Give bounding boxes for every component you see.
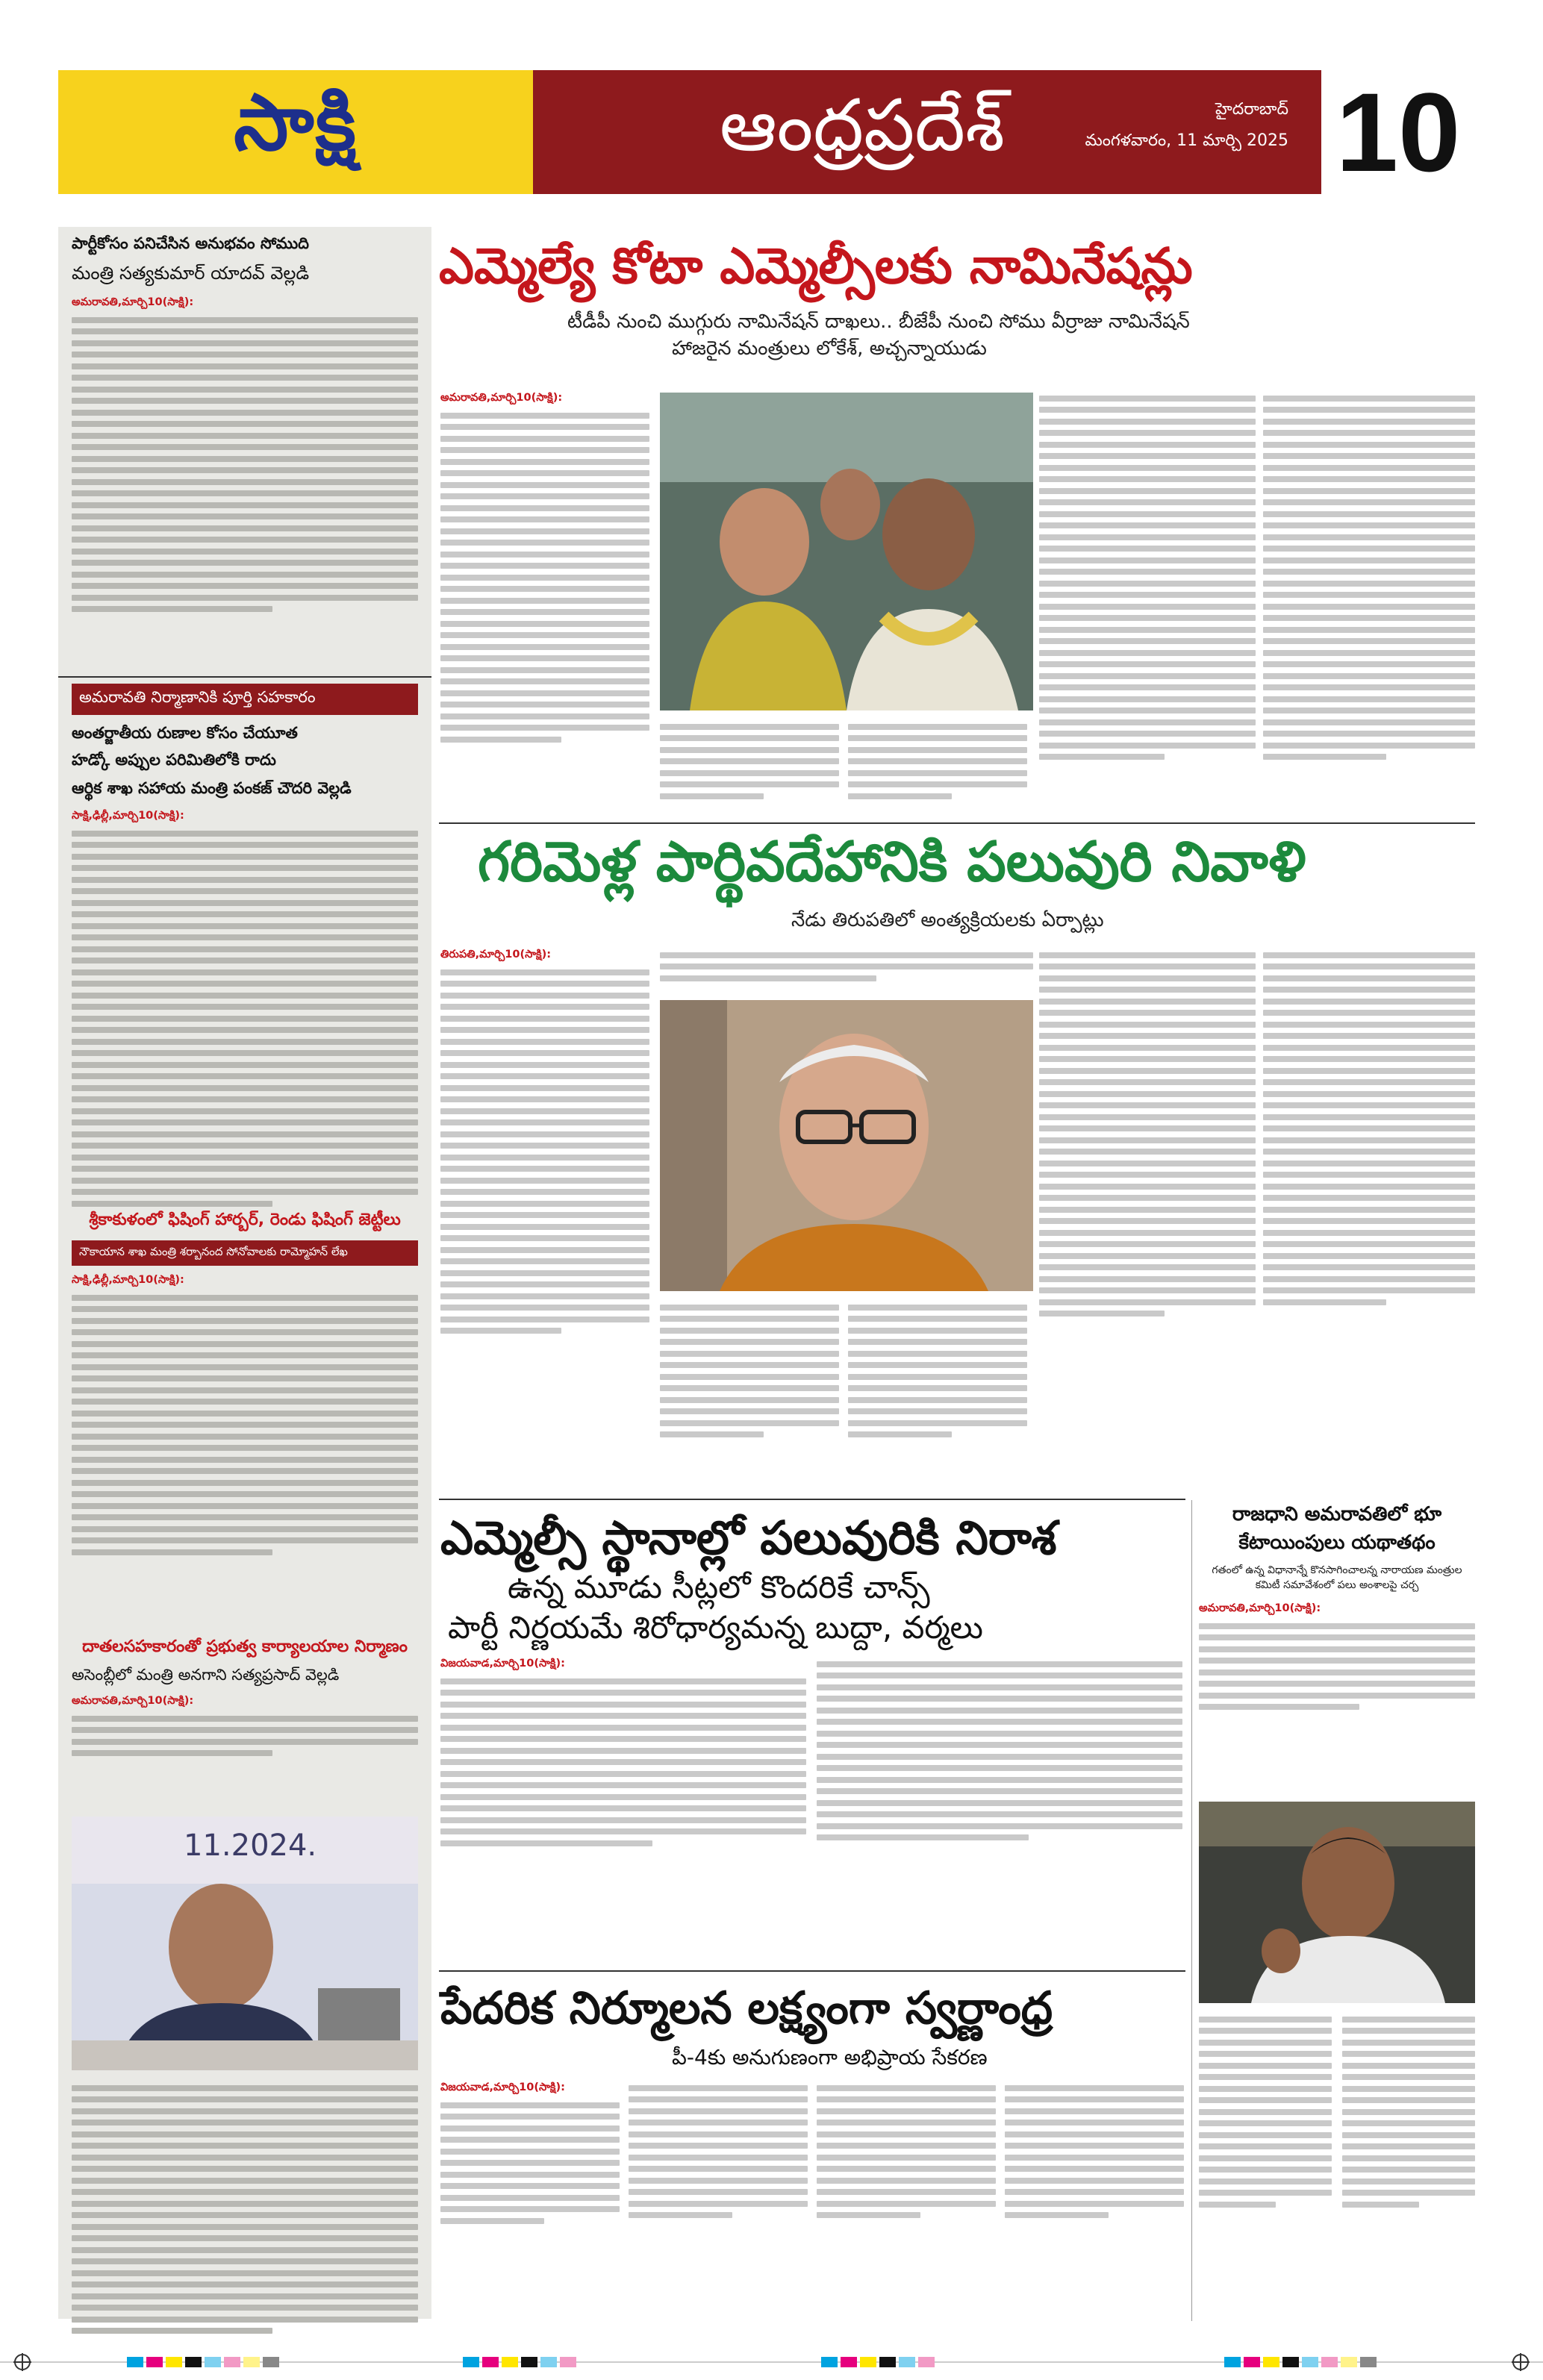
left-story-3-dateline: సాక్షి,ఢిల్లీ,మార్చి10(సాక్షి):: [72, 1274, 184, 1286]
story4-sub: గతంలో ఉన్న విధానాన్నే కొనసాగించాలన్న నారాయణ మంత్రుల కమిటీ సమావేశంలో పలు అంశాలపై చర్చ: [1212, 1564, 1462, 1591]
left-story-3: [58, 1211, 431, 1561]
story1-col5: [1263, 390, 1475, 766]
story1-col3-lower: [848, 718, 1027, 805]
divider: [439, 1970, 1185, 1972]
story2-deck: నేడు తిరుపతిలో అంత్యక్రియలకు ఏర్పాట్లు: [791, 909, 1104, 931]
left-story-2-deck2: హడ్కో అప్పుల పరిమితిలోకి రాదు: [72, 751, 276, 769]
left-story-4-dateline: అమరావతి,మార్చి10(సాక్షి):: [72, 1695, 194, 1707]
page-number: 10: [1317, 70, 1475, 194]
logo-text: సాక్షి: [234, 77, 358, 168]
left-story-3-headline: శ్రీకాకుళంలో ఫిషింగ్ హార్బర్, రెండు ఫిషింగ్ జెట్టీలు: [89, 1211, 401, 1229]
story1-col2-lower: [660, 718, 839, 805]
story2-headline: గరిమెళ్ల పార్థివదేహానికి పలువురి నివాళి: [478, 830, 1306, 894]
minister-narayana-photo-graphic: [1199, 1802, 1475, 2003]
left-story-4: [58, 1637, 431, 1762]
dateline-block: [1085, 100, 1288, 154]
story2-col2-lower: [660, 1299, 839, 1443]
left-story-4-body: [72, 1693, 418, 1756]
story1-headline: ఎమ్మెల్యే కోటా ఎమ్మెల్సీలకు నామినేషన్లు: [439, 237, 1193, 295]
left-story-1-dateline: అమరావతి,మార్చి10(సాక్షి):: [72, 296, 194, 308]
story3-headline: ఎమ్మెల్సీ స్థానాల్లో పలువురికి నిరాశ: [440, 1511, 1057, 1565]
story1-col1: [440, 390, 649, 748]
edition-city: హైదరాబాద్: [1215, 100, 1288, 119]
left-story-1: [58, 234, 431, 618]
divider: [1191, 1500, 1192, 2321]
masthead: [58, 70, 1475, 194]
divider: [439, 1499, 1185, 1500]
left-story-2-body: [72, 808, 418, 1207]
story2-col5: [1263, 946, 1475, 1311]
left-story-4-body-2: [72, 2085, 418, 2334]
section-band: [533, 70, 1475, 194]
story5-col3: [817, 2079, 996, 2224]
minister-narayana-photo: [1199, 1802, 1475, 2003]
story1-dateline: అమరావతి,మార్చి10(సాక్షి):: [440, 392, 563, 404]
left-story-2-sub: ఆర్థిక శాఖ సహాయ మంత్రి పంకజ్ చౌదరి వెల్లడి: [72, 779, 352, 797]
left-column: [58, 227, 431, 2319]
left-story-1-sub: మంత్రి సత్యకుమార్ యాదవ్ వెల్లడి: [72, 263, 310, 284]
story2-col3-lower: [848, 1299, 1027, 1443]
minister-photo-graphic: [72, 1817, 418, 2070]
left-story-4-cont: [58, 2079, 431, 2340]
story5-col1: [440, 2079, 620, 2229]
divider: [58, 676, 431, 678]
left-story-4-sub: అసెంబ్లీలో మంత్రి అనగాని సత్యప్రసాద్ వెల్లడి: [72, 1666, 340, 1684]
story5-col4: [1005, 2079, 1184, 2224]
left-story-1-kicker: పార్టీకోసం పనిచేసిన అనుభవం సోముది: [72, 234, 309, 252]
story2-col4: [1039, 946, 1256, 1322]
left-story-3-body: [72, 1272, 418, 1555]
edition-date: మంగళవారం, 11 మార్చి 2025: [1085, 131, 1288, 150]
story3-col1: [440, 1655, 806, 1852]
left-story-2-headline: అమరావతి నిర్మాణానికి పూర్తి సహకారం: [72, 684, 418, 715]
story1-col4: [1039, 390, 1256, 766]
story5-dateline: విజయవాడ,మార్చి10(సాక్షి):: [440, 2081, 565, 2093]
story2-col1: [440, 946, 649, 1340]
story3-dateline: విజయవాడ,మార్చి10(సాక్షి):: [440, 1658, 565, 1670]
story1-deck2: హాజరైన మంత్రులు లోకేశ్, అచ్చన్నాయుడు: [672, 337, 987, 360]
story3-col2: [817, 1655, 1182, 1846]
nomination-photo: [660, 393, 1033, 710]
story2-dateline: తిరుపతి,మార్చి10(సాక్షి):: [440, 949, 552, 961]
story4-body: [1199, 1600, 1475, 1710]
story1-deck1: టీడీపీ నుంచి ముగ్గురు నామినేషన్ దాఖలు.. బీజేపీ నుంచి సోము వీర్రాజు నామినేషన్: [567, 310, 1190, 333]
divider: [439, 822, 1475, 824]
minister-photo-left: [72, 1817, 418, 2070]
garimella-portrait: [660, 1000, 1033, 1291]
story3-deck2: పార్టీ నిర్ణయమే శిరోధార్యమన్న బుద్దా, వర్మలు: [448, 1609, 983, 1646]
story5-col2: [629, 2079, 808, 2224]
nomination-photo-graphic: [660, 393, 1033, 710]
print-color-bar: [0, 2351, 1543, 2373]
story5-headline: పేదరిక నిర్మూలన లక్ష్యంగా స్వర్ణాంధ్ర: [440, 1982, 1053, 2034]
left-story-2-dateline: సాక్షి,ఢిల్లీ,మార్చి10(సాక్షి):: [72, 810, 184, 822]
left-story-2-deck1: అంతర్జాతీయ రుణాల కోసం చేయూత: [72, 724, 298, 742]
sakshi-logo: [58, 70, 533, 194]
story3-deck1: ఉన్న మూడు సీట్లలో కొందరికే చాన్స్: [508, 1569, 930, 1605]
story4-dateline: అమరావతి,మార్చి10(సాక్షి):: [1199, 1602, 1321, 1614]
left-story-4-headline: దాతలసహకారంతో ప్రభుత్వ కార్యాలయాల నిర్మాణం: [82, 1637, 408, 1656]
story2-col2-top: [660, 946, 1033, 987]
section-title: ఆంధ్రప్రదేశ్: [720, 84, 1005, 167]
story5-deck: పీ-4కు అనుగుణంగా అభిప్రాయ సేకరణ: [672, 2045, 988, 2070]
story4-headline: రాజధాని అమరావతిలో భూ కేటాయింపులు యథాతథం: [1232, 1503, 1442, 1554]
garimella-portrait-graphic: [660, 1000, 1033, 1291]
story4-box: [1199, 1500, 1475, 1716]
left-story-3-sub: నౌకాయాన శాఖ మంత్రి శర్బానంద సోనోవాలకు రామ్మోహన్ లేఖ: [72, 1240, 418, 1266]
story4-col-b: [1342, 2011, 1475, 2213]
photo-banner-text: 11.2024.: [184, 1828, 317, 1863]
left-story-1-body: [72, 294, 418, 612]
left-story-2: [58, 684, 431, 1212]
story4-col-a: [1199, 2011, 1332, 2213]
